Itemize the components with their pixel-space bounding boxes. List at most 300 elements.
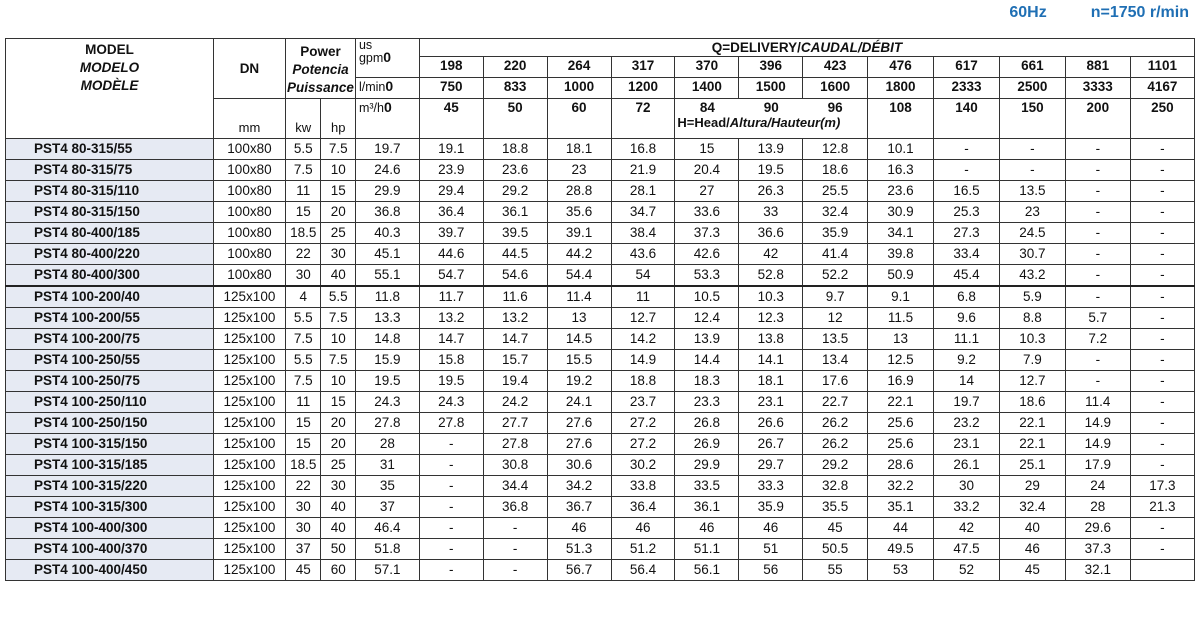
unit-gpm: us gpm0	[355, 39, 419, 78]
model-cell: PST4 80-315/55	[6, 139, 214, 160]
head-cell: 25.6	[868, 413, 934, 434]
head-cell: 23.7	[611, 392, 675, 413]
gpm-value: 396	[739, 57, 803, 78]
model-cell: PST4 80-315/75	[6, 160, 214, 181]
kw-cell: 30	[285, 518, 321, 539]
head-cell: 27.2	[611, 413, 675, 434]
head-cell: -	[934, 139, 1000, 160]
model-cell: PST4 80-400/300	[6, 265, 214, 287]
hp-cell: 20	[321, 413, 356, 434]
head-cell: 35.1	[868, 497, 934, 518]
lmin-value: 2500	[999, 78, 1065, 99]
head-cell: 47.5	[934, 539, 1000, 560]
head-cell: 11.5	[868, 308, 934, 329]
head-cell: 5.9	[999, 286, 1065, 308]
head-cell: 39.8	[868, 244, 934, 265]
kw-cell: 5.5	[285, 308, 321, 329]
unit-gpm-top: us	[358, 38, 373, 52]
dn-cell: 125x100	[213, 476, 285, 497]
head-cell: -	[1130, 413, 1194, 434]
head-cell: 35.6	[547, 202, 611, 223]
head-cell: 34.7	[611, 202, 675, 223]
head-cell: 16.3	[868, 160, 934, 181]
head-cell: 30.7	[999, 244, 1065, 265]
head-cell: 32.1	[1065, 560, 1130, 581]
kw-cell: 11	[285, 392, 321, 413]
head-cell: 20.4	[675, 160, 739, 181]
head-cell: -	[419, 497, 483, 518]
head-cell: -	[419, 434, 483, 455]
header-speed-info	[1009, 4, 1189, 24]
head-cell: 56.7	[547, 560, 611, 581]
dn-label: DN	[239, 60, 260, 76]
table-row	[6, 455, 1195, 476]
head-cell: 27.3	[934, 223, 1000, 244]
model-cell: PST4 100-400/300	[6, 518, 214, 539]
model-cell: PST4 100-250/150	[6, 413, 214, 434]
table-row	[6, 160, 1195, 181]
head-cell: 26.7	[739, 434, 803, 455]
head-cell: 27.6	[547, 434, 611, 455]
head-cell: 28.1	[611, 181, 675, 202]
head-cell: 53	[868, 560, 934, 581]
hp-cell: 10	[321, 160, 356, 181]
frequency-label: 60Hz	[1009, 4, 1047, 21]
head-cell: 23	[547, 160, 611, 181]
hp-cell: 10	[321, 371, 356, 392]
kw-cell: 18.5	[285, 455, 321, 476]
model-cell: PST4 100-200/40	[6, 286, 214, 308]
head-cell: 30.6	[547, 455, 611, 476]
lmin-value: 1200	[611, 78, 675, 99]
head-cell: 43.6	[611, 244, 675, 265]
gpm-value: 370	[675, 57, 739, 78]
table-row	[6, 329, 1195, 350]
model-cell: PST4 100-315/300	[6, 497, 214, 518]
head-cell: 14.1	[739, 350, 803, 371]
head-cell: 45.1	[355, 244, 419, 265]
head-cell: -	[419, 476, 483, 497]
head-cell: 14.5	[547, 329, 611, 350]
head-cell: 28	[355, 434, 419, 455]
head-cell: 26.9	[675, 434, 739, 455]
head-cell: 54.4	[547, 265, 611, 287]
head-cell: -	[1065, 265, 1130, 287]
head-cell: 19.1	[419, 139, 483, 160]
head-cell: 57.1	[355, 560, 419, 581]
power-label-fr: Puissance	[287, 79, 354, 95]
head-cell: 52.8	[739, 265, 803, 287]
model-cell: PST4 80-315/150	[6, 202, 214, 223]
head-cell: 14.4	[675, 350, 739, 371]
head-cell: 26.8	[675, 413, 739, 434]
lmin-value: 1800	[868, 78, 934, 99]
head-cell: 22.1	[999, 413, 1065, 434]
head-cell: 12.5	[868, 350, 934, 371]
dn-cell: 125x100	[213, 497, 285, 518]
head-cell: 30.9	[868, 202, 934, 223]
head-cell: 11.6	[483, 286, 547, 308]
kw-cell: 15	[285, 413, 321, 434]
head-cell: 12.7	[611, 308, 675, 329]
kw-cell: 37	[285, 539, 321, 560]
gpm-value: 264	[547, 57, 611, 78]
head-cell: 14.7	[483, 329, 547, 350]
head-cell: 22.7	[803, 392, 868, 413]
head-cell: -	[1130, 139, 1194, 160]
hp-cell: 60	[321, 560, 356, 581]
head-cell: 50.9	[868, 265, 934, 287]
head-cell: 53.3	[675, 265, 739, 287]
head-cell: 27.8	[483, 434, 547, 455]
head-cell: 30	[934, 476, 1000, 497]
head-cell: 13.5	[803, 329, 868, 350]
head-cell: 36.1	[483, 202, 547, 223]
model-cell: PST4 100-315/185	[6, 455, 214, 476]
head-cell: 33.2	[934, 497, 1000, 518]
head-cell: 23.2	[934, 413, 1000, 434]
kw-cell: 15	[285, 434, 321, 455]
head-cell: 33.5	[675, 476, 739, 497]
head-cell: 29.9	[675, 455, 739, 476]
head-cell: 27.7	[483, 413, 547, 434]
head-cell: 41.4	[803, 244, 868, 265]
head-cell: 52.2	[803, 265, 868, 287]
head-cell: -	[1065, 371, 1130, 392]
head-cell: 16.5	[934, 181, 1000, 202]
lmin-value: 1500	[739, 78, 803, 99]
kw-cell: 7.5	[285, 160, 321, 181]
hp-cell: 30	[321, 476, 356, 497]
head-cell: -	[1130, 539, 1194, 560]
head-cell: 54.6	[483, 265, 547, 287]
head-cell: 42.6	[675, 244, 739, 265]
head-cell: 27	[675, 181, 739, 202]
head-cell: 36.4	[611, 497, 675, 518]
unit-lmin: l/min0	[355, 78, 419, 99]
kw-cell: 7.5	[285, 329, 321, 350]
head-cell: 56.1	[675, 560, 739, 581]
head-cell: 11.4	[1065, 392, 1130, 413]
head-cell: 51.8	[355, 539, 419, 560]
kw-cell: 5.5	[285, 350, 321, 371]
lmin-value: 1000	[547, 78, 611, 99]
head-cell: -	[999, 139, 1065, 160]
dn-cell: 100x80	[213, 244, 285, 265]
head-cell: -	[419, 560, 483, 581]
head-cell: 19.7	[934, 392, 1000, 413]
head-cell: 18.1	[547, 139, 611, 160]
table-row	[6, 350, 1195, 371]
dn-cell: 125x100	[213, 329, 285, 350]
m3h-value: 45	[419, 99, 483, 139]
dn-cell: 125x100	[213, 560, 285, 581]
head-cell: 27.6	[547, 413, 611, 434]
head-cell: -	[1065, 139, 1130, 160]
head-cell: 24.5	[999, 223, 1065, 244]
head-cell: 18.1	[739, 371, 803, 392]
head-cell: 29	[999, 476, 1065, 497]
lmin-value: 750	[419, 78, 483, 99]
head-cell: 32.4	[999, 497, 1065, 518]
head-cell: 13	[868, 329, 934, 350]
head-cell: 19.7	[355, 139, 419, 160]
head-cell: 34.2	[547, 476, 611, 497]
dn-cell: 100x80	[213, 265, 285, 287]
table-row	[6, 413, 1195, 434]
head-cell: 37	[355, 497, 419, 518]
head-cell: 14.8	[355, 329, 419, 350]
head-cell: 21.9	[611, 160, 675, 181]
head-cell: 19.5	[419, 371, 483, 392]
kw-cell: 30	[285, 265, 321, 287]
head-cell: -	[483, 539, 547, 560]
dn-cell: 125x100	[213, 518, 285, 539]
head-cell: 25.1	[999, 455, 1065, 476]
head-cell: -	[1065, 223, 1130, 244]
head-cell: 36.8	[483, 497, 547, 518]
head-cell: -	[1130, 518, 1194, 539]
head-cell: 24.6	[355, 160, 419, 181]
head-cell: 17.3	[1130, 476, 1194, 497]
head-cell: 15.7	[483, 350, 547, 371]
head-cell: 15.8	[419, 350, 483, 371]
kw-cell: 4	[285, 286, 321, 308]
table-row	[6, 518, 1195, 539]
model-cell: PST4 100-250/75	[6, 371, 214, 392]
head-cell: -	[1065, 286, 1130, 308]
lmin-value: 3333	[1065, 78, 1130, 99]
m3h-value: 96	[827, 100, 843, 115]
head-cell: 5.7	[1065, 308, 1130, 329]
head-cell: 27.8	[355, 413, 419, 434]
dn-cell: 100x80	[213, 223, 285, 244]
head-cell: 46	[611, 518, 675, 539]
kw-label: kw	[285, 99, 321, 139]
head-cell: 46	[739, 518, 803, 539]
head-cell: 7.9	[999, 350, 1065, 371]
delivery-header: Q=DELIVERY/CAUDAL/DÉBIT	[419, 39, 1194, 57]
head-cell: 11.1	[934, 329, 1000, 350]
dn-cell: 125x100	[213, 539, 285, 560]
lmin-value: 2333	[934, 78, 1000, 99]
head-cell: 23.6	[868, 181, 934, 202]
table-row	[6, 223, 1195, 244]
model-cell: PST4 80-400/220	[6, 244, 214, 265]
m3h-value: 200	[1065, 99, 1130, 139]
head-cell: 33	[739, 202, 803, 223]
table-row	[6, 539, 1195, 560]
head-cell: -	[1130, 244, 1194, 265]
head-cell: 45	[999, 560, 1065, 581]
head-cell: 44	[868, 518, 934, 539]
head-cell: 32.4	[803, 202, 868, 223]
m3h-value: 84	[699, 100, 715, 115]
hp-label: hp	[321, 99, 356, 139]
head-cell: 19.4	[483, 371, 547, 392]
m3h-value: 150	[999, 99, 1065, 139]
table-row	[6, 560, 1195, 581]
hp-cell: 30	[321, 244, 356, 265]
head-cell: 10.3	[999, 329, 1065, 350]
head-cell: 13.3	[355, 308, 419, 329]
head-cell: 23.6	[483, 160, 547, 181]
hp-cell: 7.5	[321, 139, 356, 160]
head-cell: 13.4	[803, 350, 868, 371]
table-row	[6, 497, 1195, 518]
head-cell: 13	[547, 308, 611, 329]
head-cell: 24.3	[355, 392, 419, 413]
head-cell: 45.4	[934, 265, 1000, 287]
model-cell: PST4 100-200/75	[6, 329, 214, 350]
model-cell: PST4 100-315/150	[6, 434, 214, 455]
gpm-value: 423	[803, 57, 868, 78]
m3h-value: 108	[868, 99, 934, 139]
head-cell: 29.4	[419, 181, 483, 202]
speed-label: n=1750 r/min	[1090, 4, 1189, 21]
head-cell: 14.9	[1065, 413, 1130, 434]
hp-cell: 40	[321, 265, 356, 287]
head-cell: -	[1130, 350, 1194, 371]
head-cell: 27.8	[419, 413, 483, 434]
head-cell: 42	[934, 518, 1000, 539]
head-cell: 13.9	[675, 329, 739, 350]
kw-cell: 15	[285, 202, 321, 223]
head-cell: 43.2	[999, 265, 1065, 287]
kw-cell: 11	[285, 181, 321, 202]
power-label-en: Power	[300, 43, 341, 59]
head-cell: 22.1	[868, 392, 934, 413]
head-cell: 13.8	[739, 329, 803, 350]
head-cell: 18.6	[999, 392, 1065, 413]
power-label-es: Potencia	[292, 61, 349, 77]
head-cell: -	[1130, 455, 1194, 476]
dn-cell: 125x100	[213, 455, 285, 476]
head-cell: 14	[934, 371, 1000, 392]
head-cell: 36.8	[355, 202, 419, 223]
head-cell: 24.1	[547, 392, 611, 413]
head-cell: 51.1	[675, 539, 739, 560]
table-row	[6, 434, 1195, 455]
model-cell: PST4 100-400/370	[6, 539, 214, 560]
head-cell: 9.1	[868, 286, 934, 308]
head-cell: 19.2	[547, 371, 611, 392]
head-cell: -	[1130, 286, 1194, 308]
head-cell: 12.8	[803, 139, 868, 160]
table-row	[6, 265, 1195, 287]
m3h-value: 50	[483, 99, 547, 139]
head-cell: -	[1130, 434, 1194, 455]
gpm-value: 476	[868, 57, 934, 78]
head-cell: -	[1065, 350, 1130, 371]
head-cell: 39.1	[547, 223, 611, 244]
head-cell: 18.3	[675, 371, 739, 392]
head-cell: 18.6	[803, 160, 868, 181]
hp-cell: 25	[321, 455, 356, 476]
head-cell: 54	[611, 265, 675, 287]
table-row	[6, 476, 1195, 497]
head-cell: -	[483, 518, 547, 539]
head-cell: 34.4	[483, 476, 547, 497]
head-cell: 14.2	[611, 329, 675, 350]
head-cell: 28	[1065, 497, 1130, 518]
head-cell: 13.2	[419, 308, 483, 329]
head-cell: 16.9	[868, 371, 934, 392]
head-cell: 39.7	[419, 223, 483, 244]
head-label: H=Head/Altura/Hauteur(m)	[677, 115, 841, 130]
table-row	[6, 371, 1195, 392]
head-cell: 29.2	[483, 181, 547, 202]
head-cell: -	[1065, 181, 1130, 202]
m3h-value: 250	[1130, 99, 1194, 139]
head-cell: 7.2	[1065, 329, 1130, 350]
hp-cell: 20	[321, 434, 356, 455]
gpm-value: 617	[934, 57, 1000, 78]
head-cell: -	[1130, 371, 1194, 392]
head-cell: 32.8	[803, 476, 868, 497]
head-cell: 18.8	[483, 139, 547, 160]
head-cell: 10.1	[868, 139, 934, 160]
head-cell: 30.8	[483, 455, 547, 476]
kw-cell: 22	[285, 476, 321, 497]
lmin-value: 4167	[1130, 78, 1194, 99]
head-cell: 27.2	[611, 434, 675, 455]
head-cell: 26.2	[803, 434, 868, 455]
head-cell: 44.2	[547, 244, 611, 265]
m3h-value: 72	[611, 99, 675, 139]
head-cell: 23	[999, 202, 1065, 223]
m3h-value: 140	[934, 99, 1000, 139]
head-cell: -	[1130, 160, 1194, 181]
hp-cell: 40	[321, 518, 356, 539]
dn-cell: 125x100	[213, 392, 285, 413]
head-cell: 15.5	[547, 350, 611, 371]
dn-cell: 100x80	[213, 181, 285, 202]
head-cell: 36.4	[419, 202, 483, 223]
head-cell: 23.9	[419, 160, 483, 181]
head-cell: 6.8	[934, 286, 1000, 308]
head-cell: 36.1	[675, 497, 739, 518]
head-cell: -	[1065, 202, 1130, 223]
head-cell: -	[1065, 160, 1130, 181]
head-cell: 23.3	[675, 392, 739, 413]
hp-cell: 25	[321, 223, 356, 244]
hp-cell: 15	[321, 181, 356, 202]
head-cell: 14.7	[419, 329, 483, 350]
head-cell: 19.5	[739, 160, 803, 181]
head-cell: -	[1130, 392, 1194, 413]
head-cell: 13.2	[483, 308, 547, 329]
head-cell: 17.9	[1065, 455, 1130, 476]
hp-cell: 15	[321, 392, 356, 413]
kw-cell: 7.5	[285, 371, 321, 392]
model-header	[6, 39, 214, 139]
gpm-value: 881	[1065, 57, 1130, 78]
hp-cell: 20	[321, 202, 356, 223]
power-header	[285, 39, 355, 99]
table-body	[6, 139, 1195, 581]
head-cell: 29.7	[739, 455, 803, 476]
performance-table	[5, 38, 1195, 581]
dn-cell: 125x100	[213, 434, 285, 455]
head-cell	[1130, 560, 1194, 581]
kw-cell: 22	[285, 244, 321, 265]
head-cell: 46	[999, 539, 1065, 560]
head-cell: 45	[803, 518, 868, 539]
head-cell: 12.4	[675, 308, 739, 329]
head-cell: 15.9	[355, 350, 419, 371]
head-cell: 11.7	[419, 286, 483, 308]
